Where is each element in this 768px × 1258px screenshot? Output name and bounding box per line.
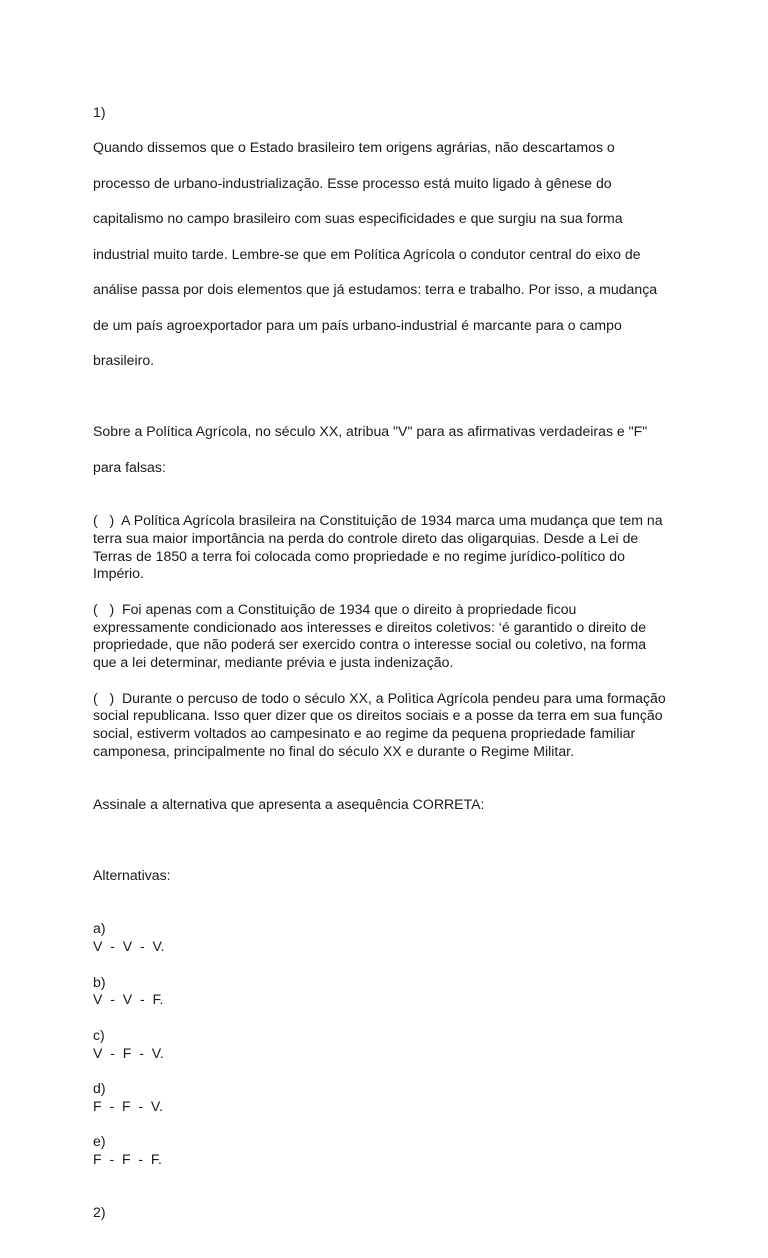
alternatives-label: Alternativas: (93, 867, 171, 883)
intro-line: capitalismo no campo brasileiro com suas especificidades e que surgiu na sua forma (93, 210, 623, 227)
alternative-d[interactable] (93, 1080, 683, 1116)
question-1-prompt (93, 406, 683, 495)
statement-line: ( ) Durante o percuso de todo o século XX, a Polìtica Agrícola pendeu para uma formação (93, 689, 666, 706)
alternative-b[interactable] (93, 974, 683, 1010)
question-number: 1) (93, 103, 106, 120)
prompt-line: Sobre a Política Agrícola, no século XX, atribua "V" para as afirmativas verdadeiras e "F" (93, 423, 648, 440)
statement-line: Terras de 1850 a terra foi colocada como propriedade e no regime jurídico-político do (93, 547, 625, 564)
statement-line: terra sua maior importância na perda do controle direto das oligarquias. Desde a Lei de (93, 529, 639, 546)
statement-line: ( ) Foi apenas com a Constituição de 1934 que o direito à propriedade ficou (93, 600, 577, 617)
intro-line: análise passa por dois elementos que já estudamos: terra e trabalho. Por isso, a mudança (93, 281, 658, 298)
alternative-e[interactable] (93, 1133, 683, 1169)
alternatives-heading (93, 849, 683, 902)
alternative-a[interactable] (93, 920, 683, 956)
statement-line: Império. (93, 565, 144, 582)
statement-line: ( ) A Política Agrícola brasileira na Constituição de 1934 marca uma mudança que tem na (93, 512, 663, 528)
alternative-sequence: V - V - V. (93, 938, 165, 954)
alternative-letter: b) (93, 973, 106, 990)
alternative-letter: e) (93, 1133, 106, 1150)
prompt-line: para falsas: (93, 458, 166, 475)
statement-line: que a lei determinar, mediante prévia e justa indenização. (93, 654, 454, 670)
alternative-sequence: F - F - F. (93, 1151, 162, 1167)
statement-line: social, estiverm voltados ao campesinato e ao regime da pequena propriedade familiar (93, 725, 636, 741)
question-2 (93, 1187, 683, 1240)
alternative-letter: a) (93, 920, 106, 937)
alternative-sequence: V - V - F. (93, 991, 164, 1008)
instruction-line: Assinale a alternativa que apresenta a asequência CORRETA: (93, 796, 485, 812)
question-1-intro (93, 86, 683, 388)
document-page (93, 86, 683, 1258)
statement-1 (93, 512, 683, 583)
statement-line: expressamente condicionado aos interesses e direitos coletivos: ‘é garantido o direito de (93, 618, 647, 635)
statement-line: camponesa, principalmente no final do século XX e durante o Regime Militar. (93, 742, 575, 759)
question-number: 2) (93, 1204, 106, 1221)
alternative-letter: c) (93, 1026, 105, 1043)
intro-line: de um país agroexportador para um país urbano-industrial é marcante para o campo (93, 316, 622, 333)
alternative-sequence: F - F - V. (93, 1097, 163, 1114)
alternative-sequence: V - F - V. (93, 1044, 164, 1061)
intro-line: brasileiro. (93, 352, 155, 369)
statement-3 (93, 690, 683, 761)
statement-line: social republicana. Isso quer dizer que os direitos sociais e a posse da terra em sua função (93, 707, 663, 724)
intro-line: industrial muito tarde. Lembre-se que em Política Agrícola o condutor central do eixo de (93, 245, 641, 262)
intro-line: processo de urbano-industrialização. Esse processo está muito ligado à gênese do (93, 174, 612, 191)
statement-line: propriedade, que não poderá ser exercido contra o interesse social ou coletivo, na forma (93, 636, 647, 653)
statement-2 (93, 601, 683, 672)
intro-line: Quando dissemos que o Estado brasileiro tem origens agrárias, não descartamos o (93, 139, 615, 156)
alternative-c[interactable] (93, 1027, 683, 1063)
instruction-text (93, 778, 683, 831)
alternative-letter: d) (93, 1080, 106, 1096)
